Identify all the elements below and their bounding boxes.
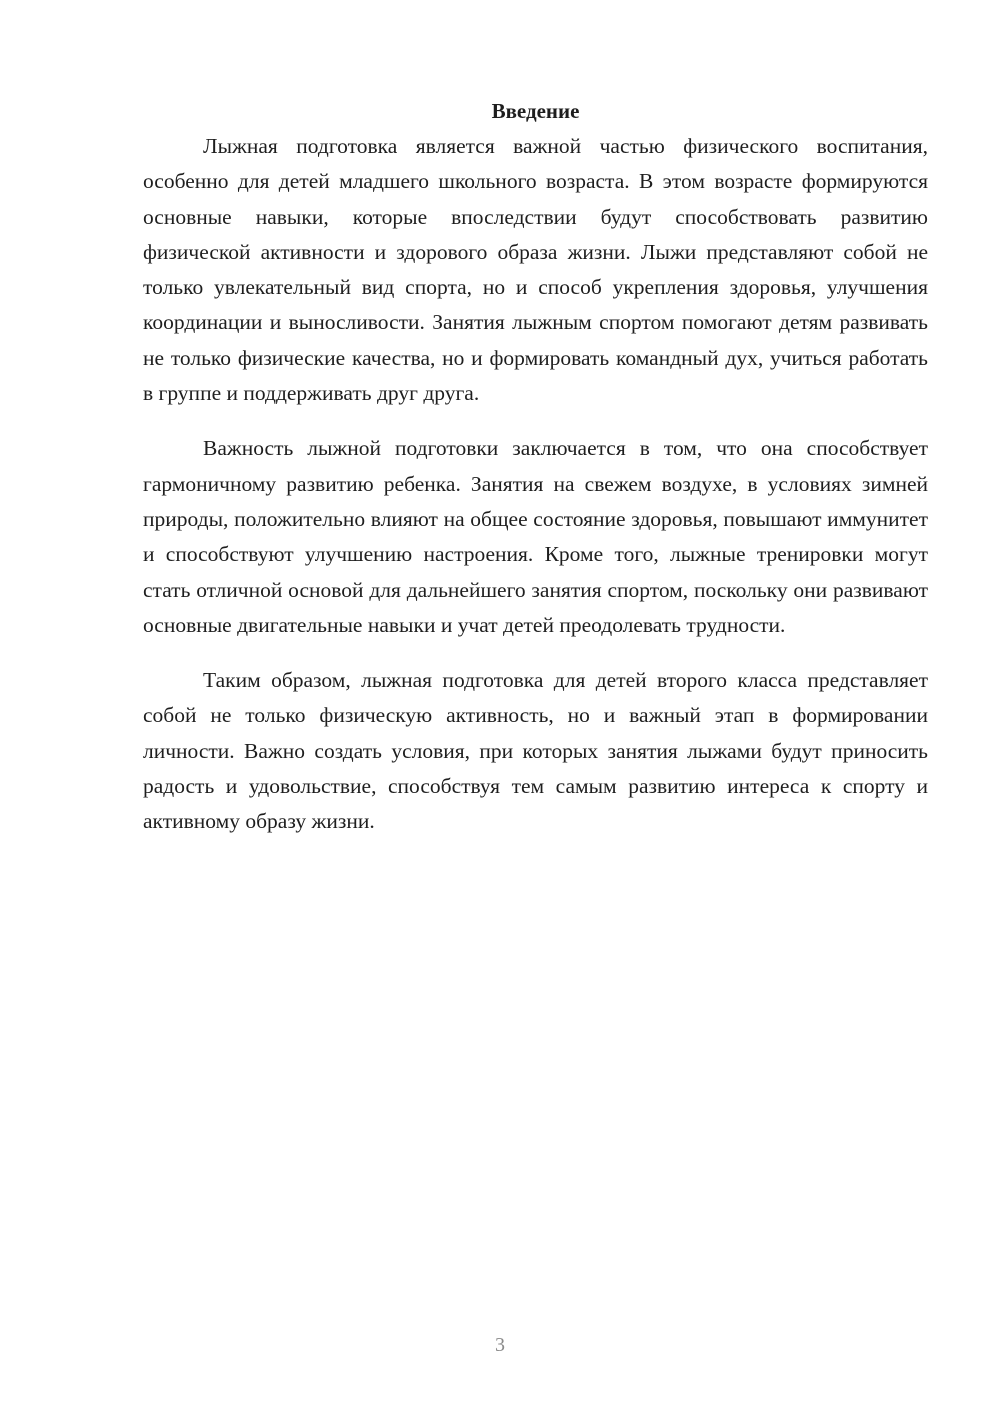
page-content xyxy=(143,96,928,860)
section-heading: Введение xyxy=(491,99,580,123)
paragraph-2: Важность лыжной подготовки заключается в том, что она способствует гармоничному развитию ребенка. Занятия на свежем воздухе, в условиях зимней природы, положительно влияют на общее состояние здоровья, повышают иммунитет и способствуют улучшению настроения. Кроме того, лыжные тренировки могут стать отличной основой для дальнейшего занятия спортом, поскольку они развивают основные двигательные навыки и учат детей преодолевать трудности. xyxy=(143,436,928,637)
paragraph-1: Лыжная подготовка является важной частью физического воспитания, особенно для детей младшего школьного возраста. В этом возрасте формируются основные навыки, которые впоследствии будут способствовать развитию физической активности и здорового образа жизни. Лыжи представляют собой не только увлекательный вид спорта, но и способ укрепления здоровья, улучшения координации и выносливости. Занятия лыжным спортом помогают детям развивать не только физические качества, но и формировать командный дух, учиться работать в группе и поддерживать друг друга. xyxy=(143,134,928,406)
page-number: 3 xyxy=(495,1334,505,1356)
paragraph-3: Таким образом, лыжная подготовка для детей второго класса представляет собой не только физическую активность, но и важный этап в формировании личности. Важно создать условия, при которых занятия лыжами будут приносить радость и удовольствие, способствуя тем самым развитию интереса к спорту и активному образу жизни. xyxy=(143,668,928,834)
